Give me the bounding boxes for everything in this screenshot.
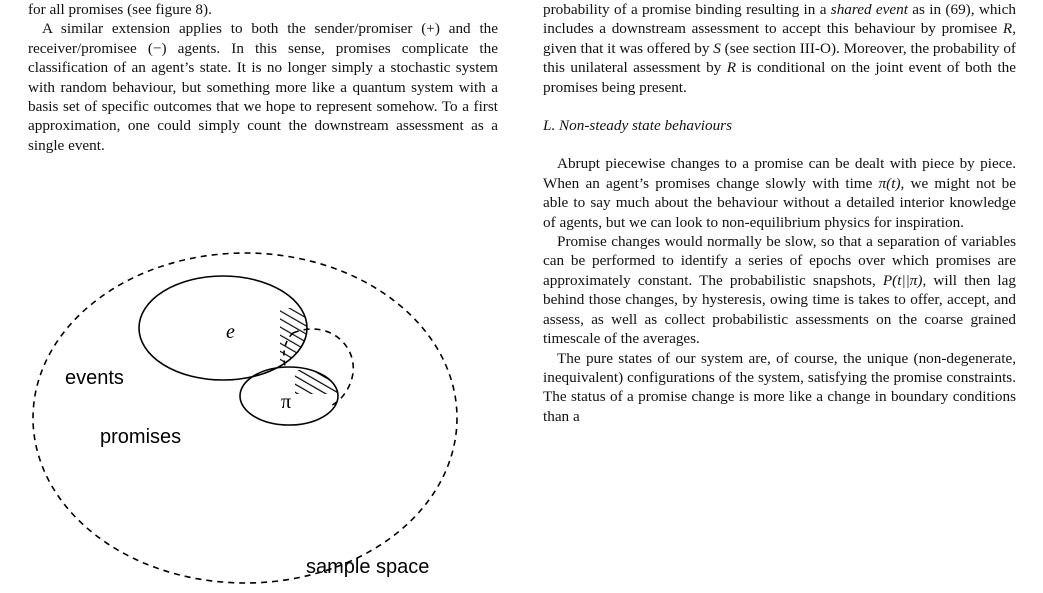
paragraph-abrupt-changes	[543, 154, 1016, 232]
emphasis-shared-event: shared event	[830, 1, 908, 18]
paragraph-figure-ref: for all promises (see figure 8).	[28, 1, 212, 18]
paragraph-promise-changes	[543, 232, 1016, 348]
text-segment: probability of a promise binding resulting in a	[543, 1, 831, 18]
math-s: S	[713, 39, 721, 57]
text-segment: (see section III-O). Moreover, the probability of this unilateral assessment by	[543, 39, 1016, 77]
promise-symbol: π	[281, 391, 292, 413]
paragraph-pure-states: The pure states of our system are, of course, the unique (non-degenerate, inequivalent) configurations of the system, satisfying the promise constraints. The status of a promise change is more like a change in boundary conditions than a	[543, 349, 1016, 425]
text-segment: A similar extension applies to both the sender/promiser	[42, 20, 422, 38]
left-column	[28, 0, 498, 155]
sample-space-label: sample space	[306, 556, 430, 578]
sample-space-figure	[30, 248, 470, 593]
section-heading: L. Non-steady state behaviours	[543, 117, 732, 135]
event-symbol: e	[226, 321, 235, 343]
paragraph-shared-event	[543, 0, 1016, 97]
hatched-intersection-lower	[295, 370, 350, 394]
text-segment: Promise changes would normally be slow, so that a separation of variables can be performed to identify a series of epochs over which promises are approximately constant. The probabilistic snapshots,	[543, 233, 1016, 289]
sample-space-boundary	[33, 253, 457, 583]
math-r: R	[726, 59, 736, 77]
minus-sign: (−)	[147, 39, 167, 57]
right-column	[543, 0, 1016, 426]
plus-sign: (+)	[421, 20, 440, 38]
text-segment: Abrupt piecewise changes to a promise can be dealt with piece by piece. When an agent’s promises change slowly with time	[543, 155, 1016, 192]
text-segment: , will then lag behind those changes, by hysteresis, owing time is takes to offer, accept, and assess, as well as collect probabilistic assessments on the coarse grained timescale of the averages.	[543, 271, 1016, 348]
math-pi-t: π(t)	[878, 174, 901, 192]
math-probability: P(t||π)	[882, 271, 923, 289]
promises-label: promises	[100, 426, 182, 448]
text-segment: agents. In this sense, promises complicate the classification of an agent’s state. It is no longer simply a stochastic system with random behaviour, but something more like a quantum system with a basis set of specific outcomes that we hope to represent somehow. To a first approximation, one could simply count the downstream assessment as a single event.	[28, 39, 498, 154]
text-segment: , we might not be able to say much about the behaviour without a detailed interior knowledge of agents, but we can look to non-equilibrium physics for inspiration.	[543, 174, 1016, 231]
math-r: R	[1002, 20, 1013, 38]
paragraph-extension	[28, 19, 498, 155]
text-segment: is conditional on the joint event of both the promises being present.	[543, 59, 1016, 96]
text-segment: as in (69), which includes a downstream assessment to accept this behaviour by promisee	[543, 1, 1016, 38]
text-segment: and the receiver/promisee	[28, 20, 499, 57]
text-segment: , given that it was offered by	[543, 20, 1016, 57]
events-label: events	[65, 367, 124, 389]
